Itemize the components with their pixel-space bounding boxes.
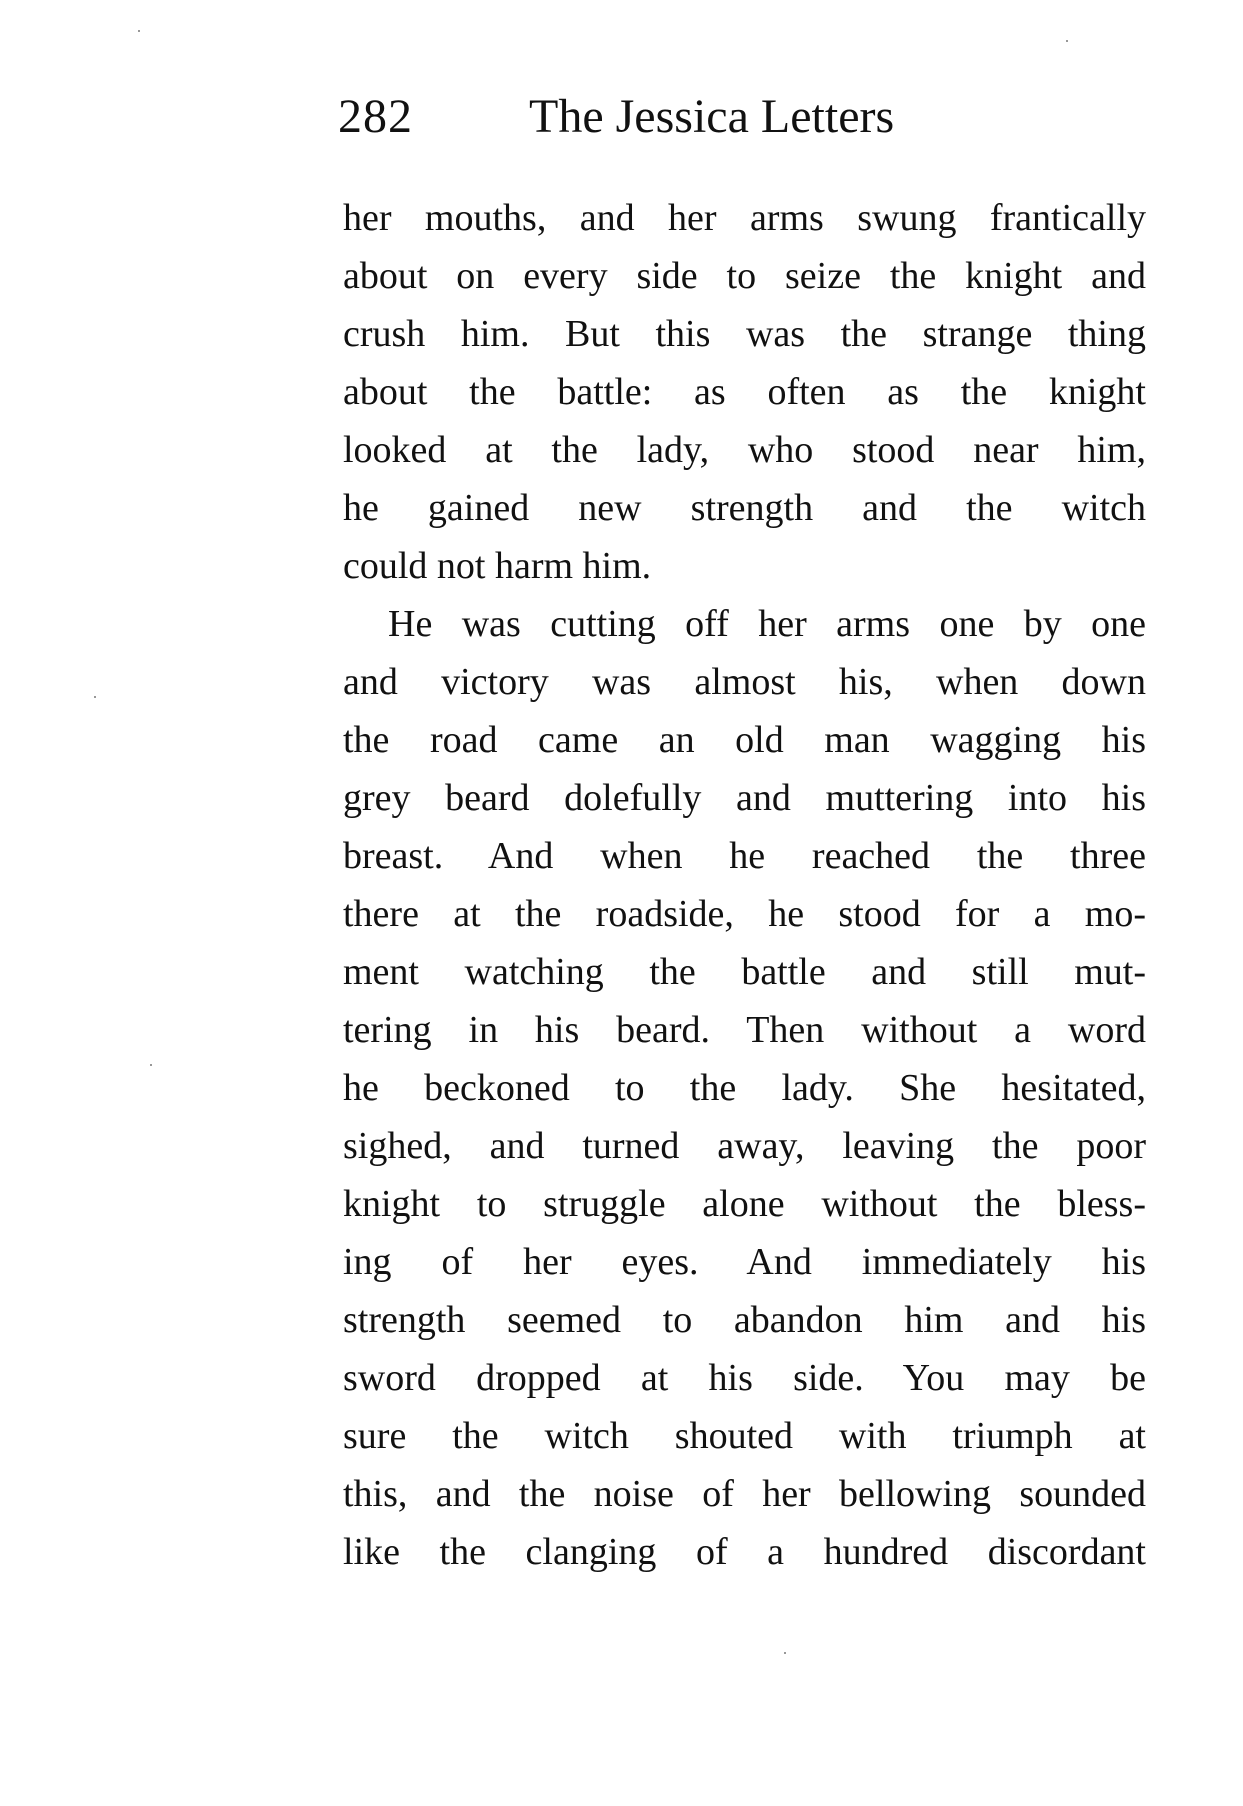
paragraph-2 (343, 595, 1146, 1581)
text-line: this, and the noise of her bellowing sounded (343, 1473, 1146, 1515)
text-line: the road came an old man wagging his (343, 719, 1146, 761)
text-line: he beckoned to the lady. She hesitated, (343, 1067, 1146, 1109)
text-line: sure the witch shouted with triumph at (343, 1415, 1146, 1457)
text-line: and victory was almost his, when down (343, 661, 1146, 703)
text-line: grey beard dolefully and muttering into his (343, 777, 1146, 819)
scan-speck (784, 1652, 786, 1654)
text-line: He was cutting off her arms one by one (388, 603, 1146, 645)
text-line: ing of her eyes. And immediately his (343, 1241, 1146, 1283)
scan-speck (150, 1064, 152, 1066)
text-line: there at the roadside, he stood for a mo- (343, 893, 1146, 935)
text-line: crush him. But this was the strange thing (343, 313, 1146, 355)
text-line: looked at the lady, who stood near him, (343, 429, 1146, 471)
page-number: 282 (338, 90, 413, 143)
text-line: he gained new strength and the witch (343, 487, 1146, 529)
scan-speck (94, 696, 96, 698)
text-line: sighed, and turned away, leaving the poor (343, 1125, 1146, 1167)
text-line: strength seemed to abandon him and his (343, 1299, 1146, 1341)
text-line: about the battle: as often as the knight (343, 371, 1146, 413)
text-line: tering in his beard. Then without a word (343, 1009, 1146, 1051)
body-text (343, 189, 1146, 1581)
text-line: her mouths, and her arms swung frantically (343, 197, 1146, 239)
text-line: about on every side to seize the knight and (343, 255, 1146, 297)
scan-speck (1066, 40, 1068, 42)
text-line: could not harm him. (343, 545, 652, 587)
text-line: sword dropped at his side. You may be (343, 1357, 1146, 1399)
scan-speck (138, 30, 140, 32)
text-line: breast. And when he reached the three (343, 835, 1146, 877)
running-head (338, 82, 1158, 152)
text-line: like the clanging of a hundred discordant (343, 1531, 1146, 1573)
text-line: ment watching the battle and still mut- (343, 951, 1146, 993)
book-title: The Jessica Letters (529, 90, 895, 143)
paragraph-1 (343, 189, 1146, 595)
text-line: knight to struggle alone without the bless- (343, 1183, 1146, 1225)
